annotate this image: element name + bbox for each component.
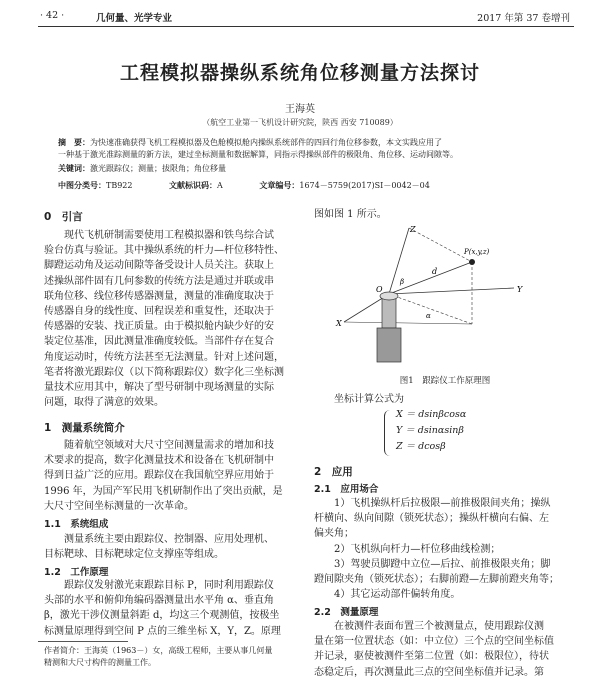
label-o: O xyxy=(376,285,383,294)
paper-title: 工程模拟器操纵系统角位移测量方法探讨 xyxy=(119,62,480,84)
tracker-body xyxy=(382,298,396,328)
comp-line: 测量系统主要由跟踪仪、控制器、应用处理机、 xyxy=(64,534,274,545)
intro-line: 问题，取得了满意的效果。 xyxy=(44,397,164,409)
formula-system xyxy=(396,407,466,455)
article-number-value: 1674－5759(2017)SI－0042－04 xyxy=(299,181,430,190)
app-line: 3）驾驶员脚蹬中立位—后拉、前推极限夹角；脚 xyxy=(334,558,551,570)
app-line: 1）飞机操纵杆后拉极限—前推极限间夹角；操纵 xyxy=(334,498,551,509)
intro-line: 脚蹬运动角及运动间隙等备受设计人员关注。获取上 xyxy=(44,260,274,272)
section-2-heading: 2 应用 xyxy=(314,466,353,478)
affiliation: （航空工业第一飞机设计研究院，陕西 西安 710089） xyxy=(202,118,398,127)
label-z: Z xyxy=(410,225,416,234)
formula-y: Y ＝ dsinαsinβ xyxy=(396,425,464,436)
author: 王海英 xyxy=(285,104,315,115)
formula-brace xyxy=(384,410,395,456)
footnote-line: 精测和大尺寸构件的测量工作。 xyxy=(44,658,156,667)
principle-line: 头部的水平和俯仰角编码器测量出水平角 α、垂直角 xyxy=(44,595,274,607)
app-line: 蹬间隙夹角（锁死状态）；右脚前蹬—左脚前蹬夹角等； xyxy=(314,574,559,586)
footnote-rule xyxy=(38,641,128,642)
footnote-line: 作者简介：王海英（1963－）女，高级工程师，主要从事几何量 xyxy=(44,646,273,655)
meas-line: 态稳定后，再次测量此三点的空间坐标值并记录。第 xyxy=(314,666,544,678)
classification-line xyxy=(58,180,578,192)
app-line: 偏夹角； xyxy=(314,528,354,540)
page-number: · 42 · xyxy=(40,10,65,21)
meas-line: 并记录，驱使被测件至第二位置（如：极限位），待状 xyxy=(314,651,549,663)
base-line xyxy=(344,322,472,324)
principle-paragraph xyxy=(44,578,300,639)
formula-x: X ＝ dsinβcosα xyxy=(396,409,467,420)
meas-line: 在被测件表面布置三个被测量点，使用跟踪仪测 xyxy=(334,621,544,632)
section-1-1-heading: 1.1 系统组成 xyxy=(44,519,109,530)
sys-line: 1996 年，为国产军民用飞机研制作出了突出贡献，是 xyxy=(44,485,283,497)
journal-section: 几何量、光学专业 xyxy=(96,13,173,24)
application-list xyxy=(314,496,576,602)
section-2-2-heading: 2.2 测量原理 xyxy=(314,607,379,618)
issue-info: 2017 年第 37 卷增刊 xyxy=(477,13,570,24)
sys-line: 术要求的提高，数字化测量技术和设备在飞机研制中 xyxy=(44,455,274,467)
app-line: 2）飞机纵向杆力—杆位移曲线检测； xyxy=(334,543,501,555)
label-y: Y xyxy=(517,285,523,294)
section-1-2-heading: 1.2 工作原理 xyxy=(44,567,109,578)
formula-intro: 坐标计算公式为 xyxy=(334,394,404,405)
z-axis xyxy=(389,228,409,294)
target-point xyxy=(469,259,475,265)
system-intro-paragraph xyxy=(44,438,300,514)
z-projection xyxy=(409,228,472,262)
y-axis xyxy=(389,288,514,294)
label-beta: β xyxy=(400,278,405,286)
label-d: d xyxy=(432,267,438,276)
label-x: X xyxy=(336,319,342,328)
abstract-line-2: 一种基于激光准踪测量的新方法，建过坐标测量和数据解算，同指示得操纵部件的极限角、角位移、运动间隙等。 xyxy=(58,150,458,159)
abstract-label: 摘 要： xyxy=(58,138,90,147)
principle-line: 标测量原理得到空间 P 点的三维坐标 X，Y，Z。原理 xyxy=(44,625,281,637)
section-2-1-heading: 2.1 应用场合 xyxy=(314,484,379,495)
tracker-base xyxy=(377,328,401,362)
author-footnote xyxy=(44,645,300,669)
intro-line: 传感器自身的线性度、回程误差和重复性，还取决于 xyxy=(44,306,274,318)
keywords-label: 关键词： xyxy=(58,164,90,173)
intro-line: 笔者将激光跟踪仪（以下简称跟踪仪）数字化三坐标测 xyxy=(44,366,284,378)
measurement-paragraph xyxy=(314,619,576,680)
figure-lead-text: 图如图 1 所示。 xyxy=(314,209,387,220)
doc-code-label: 文献标识码： xyxy=(169,181,218,190)
principle-line: 跟踪仪发射激光束跟踪目标 P，同时利用跟踪仪 xyxy=(64,580,274,591)
keywords-text: 激光跟踪仪；测量；拔限角；角位移量 xyxy=(90,164,226,173)
header-rule xyxy=(38,26,574,27)
sys-line: 大尺寸空间坐标测量的一次革命。 xyxy=(44,500,194,512)
label-p: P(x,y,z) xyxy=(464,248,490,256)
meas-line: 量在第一位置状态（如：中立位）三个点的空间坐标值 xyxy=(314,636,554,648)
intro-line: 验台仿真与验证。其中操纵系统的杆力—杆位移特性、 xyxy=(44,245,284,257)
sys-line: 随着航空领域对大尺寸空间测量需求的增加和技 xyxy=(64,440,274,451)
formula-z: Z ＝ dcosβ xyxy=(396,441,446,452)
section-0-heading: 0 引言 xyxy=(44,211,83,223)
tracker-principle-figure xyxy=(314,222,576,372)
intro-line: 量技术应用其中，解决了型号研制中现场测量的实际 xyxy=(44,382,274,394)
intro-line: 传感器的安装、找正质量。由于模拟舱内缺少好的安 xyxy=(44,321,274,333)
intro-line: 装定位基准，因此测量准确度较低。当部件存在复合 xyxy=(44,336,274,348)
intro-line: 现代飞机研制需要使用工程模拟器和铁鸟综合试 xyxy=(64,230,274,241)
sys-line: 得到日益广泛的应用。跟踪仪在我国航空界应用始于 xyxy=(44,470,274,482)
intro-line: 角度运动时，传统方法甚至无法测量。针对上述问题， xyxy=(44,351,284,363)
app-line: 杆横向、纵向间隙（锁死状态）；操纵杆横向右偏、左 xyxy=(314,513,549,525)
abstract-line-1: 为快速准确获得飞机工程模拟器及色舱模拟舱内操纵系统部件的四回行角位移参数，本文实践应用了 xyxy=(90,138,442,147)
comp-line: 目标靶球、目标靶球定位支撑座等组成。 xyxy=(44,549,224,561)
intro-paragraph xyxy=(44,228,300,410)
doc-code-value: A xyxy=(217,181,223,190)
article-number-label: 文章编号： xyxy=(259,181,300,190)
label-alpha: α xyxy=(426,312,431,320)
principle-line: β，激光干涉仪测量斜距 d，均这三个观测值，按极坐 xyxy=(44,610,280,622)
tracker-head xyxy=(380,292,398,300)
abstract xyxy=(58,137,558,175)
composition-paragraph xyxy=(44,532,300,562)
section-1-heading: 1 测量系统简介 xyxy=(44,422,125,434)
clc-value: TB922 xyxy=(106,181,133,190)
clc-label: 中图分类号： xyxy=(58,181,106,190)
figure-caption: 图1 跟踪仪工作原理图 xyxy=(399,376,491,386)
app-line: 4）其它运动部件偏转角度。 xyxy=(334,589,461,601)
intro-line: 联角位移、线位移传感器测量，测量的准确度取决于 xyxy=(44,290,274,302)
intro-line: 述操纵部件固有几何参数的传统方法是通过并联或串 xyxy=(44,275,274,287)
